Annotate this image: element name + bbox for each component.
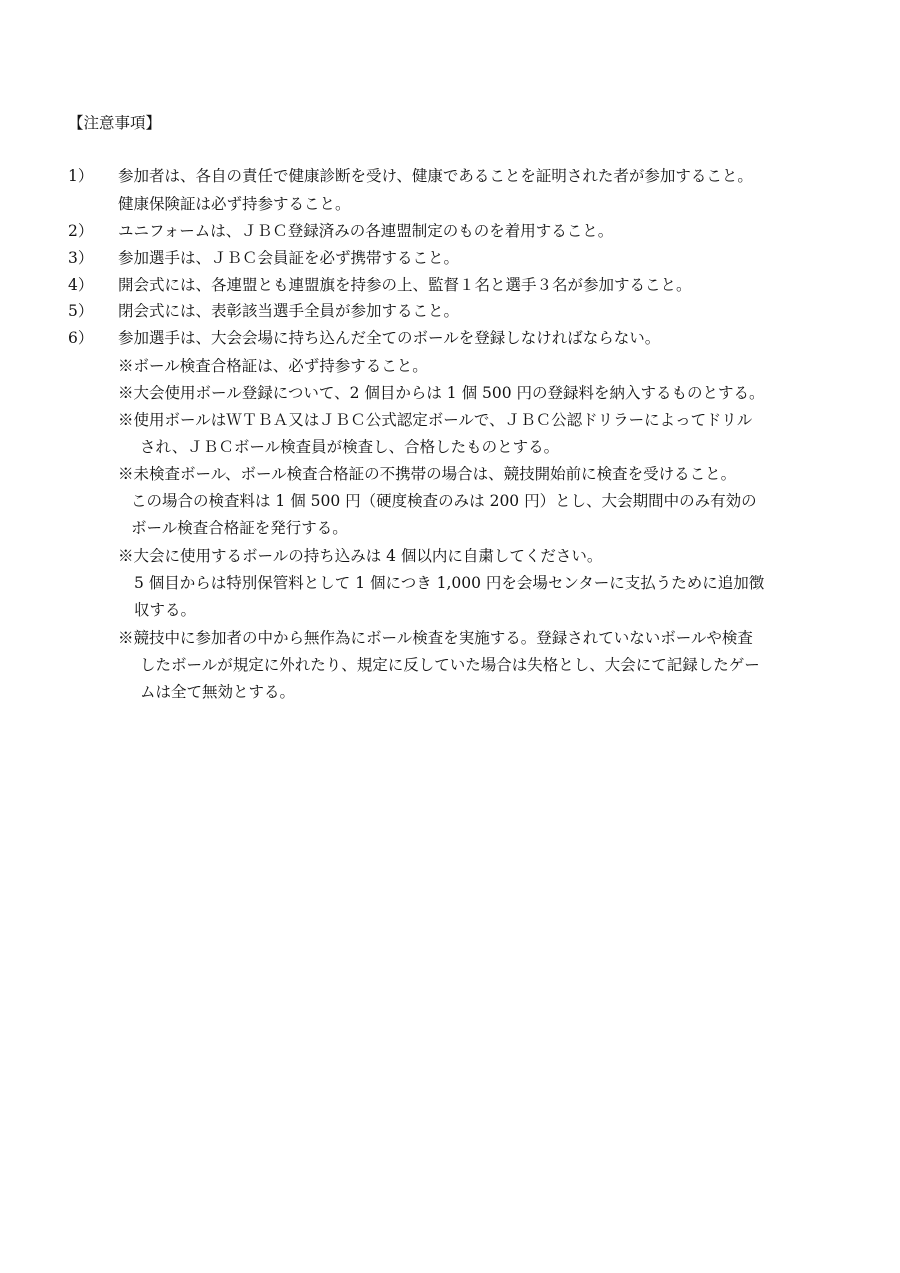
note-line: 収する。 [134, 601, 197, 619]
item-text: 閉会式には、表彰該当選手全員が参加すること。 [118, 302, 460, 320]
item-text: 健康保険証は必ず持参すること。 [118, 195, 351, 213]
item-number: 6） [68, 329, 94, 347]
item-text: 参加選手は、大会会場に持ち込んだ全てのボールを登録しなければならない。 [118, 329, 661, 347]
item-text: ユニフォームは、ＪＢＣ登録済みの各連盟制定のものを着用すること。 [118, 222, 614, 240]
item-text: 開会式には、各連盟とも連盟旗を持参の上、監督１名と選手３名が参加すること。 [118, 276, 692, 294]
item-number: 1） [68, 167, 94, 185]
note-line: この場合の検査料は 1 個 500 円（硬度検査のみは 200 円）とし、大会期間中のみ有効の [131, 492, 757, 510]
note-line: ※大会に使用するボールの持ち込みは 4 個以内に自粛してください。 [118, 547, 603, 565]
note-line: ※競技中に参加者の中から無作為にボール検査を実施する。登録されていないボールや検査 [118, 629, 753, 647]
note-line: ボール検査合格証を発行する。 [131, 519, 348, 537]
note-line: ※未検査ボール、ボール検査合格証の不携帯の場合は、競技開始前に検査を受けること。 [118, 465, 737, 483]
note-line: ※大会使用ボール登録について、2 個目からは 1 個 500 円の登録料を納入するものとする。 [118, 384, 765, 402]
item-number: 5） [68, 302, 94, 320]
note-line: 5 個目からは特別保管料として 1 個につき 1,000 円を会場センターに支払うために追加徴 [134, 574, 765, 592]
item-number: 3） [68, 249, 94, 267]
item-number: 2） [68, 222, 94, 240]
item-text: 参加選手は、ＪＢＣ会員証を必ず携帯すること。 [118, 249, 460, 267]
note-line: ※ボール検査合格証は、必ず持参すること。 [118, 357, 428, 375]
item-text: 参加者は、各自の責任で健康診断を受け、健康であることを証明された者が参加すること。 [118, 167, 753, 185]
note-line: ※使用ボールはＷＴＢＡ又はＪＢＣ公式認定ボールで、ＪＢＣ公認ドリラーによってドリル [118, 411, 753, 429]
item-number: 4） [68, 276, 94, 294]
note-line: ムは全て無効とする。 [140, 683, 296, 701]
section-heading: 【注意事項】 [68, 114, 162, 132]
note-line: され、ＪＢＣボール検査員が検査し、合格したものとする。 [140, 438, 560, 456]
note-line: したボールが規定に外れたり、規定に反していた場合は失格とし、大会にて記録したゲー [140, 656, 760, 674]
